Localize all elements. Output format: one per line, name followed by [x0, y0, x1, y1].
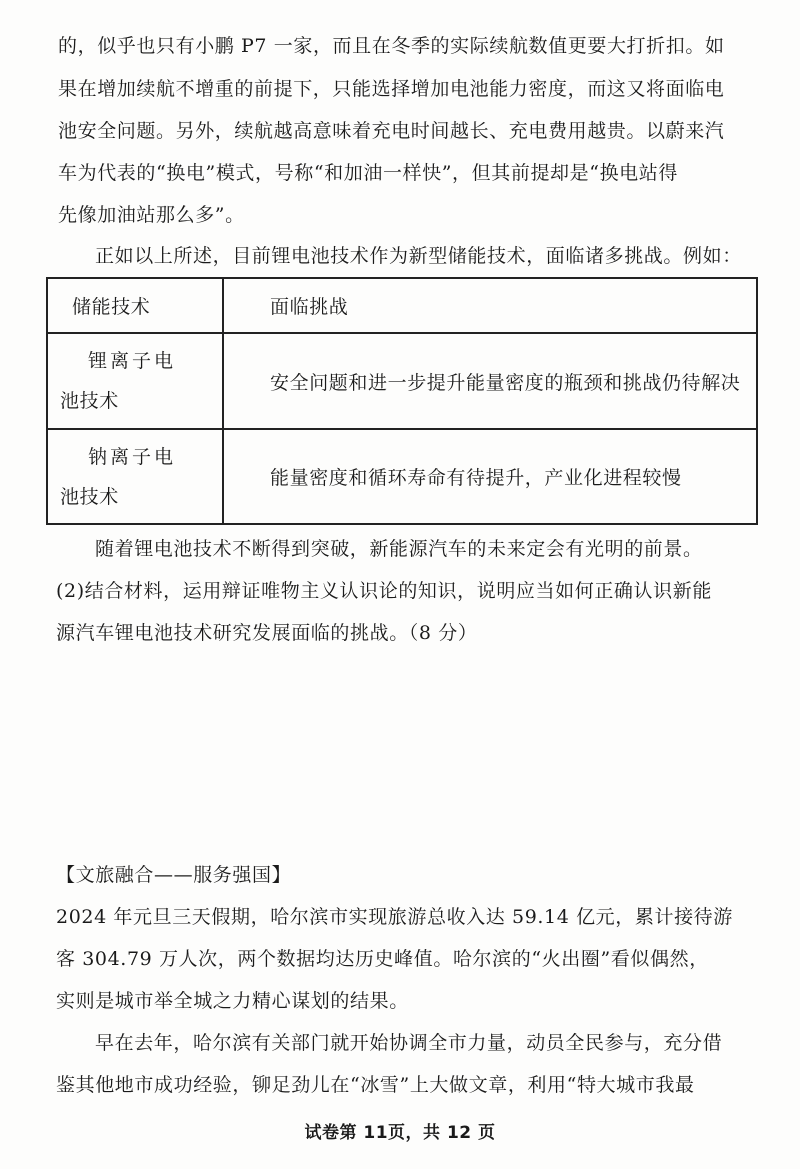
- section-paragraph-line: 早在去年，哈尔滨有关部门就开始协调全市力量，动员全民参与，充分借: [95, 1032, 723, 1054]
- section-paragraph-line: 2024 年元旦三天假期，哈尔滨市实现旅游总收入达 59.14 亿元，累计接待游: [56, 906, 733, 928]
- question-line: 源汽车锂电池技术研究发展面临的挑战。（8 分）: [56, 622, 478, 644]
- section-paragraph-line: 实则是城市举全城之力精心谋划的结果。: [56, 990, 409, 1012]
- paragraph-line: 先像加油站那么多”。: [58, 204, 245, 226]
- paragraph-line: 池安全问题。另外，续航越高意味着充电时间越长、充电费用越贵。以蔚来汽: [58, 120, 725, 142]
- table-header-challenge: 面临挑战: [223, 278, 757, 333]
- tech-label-line2: 池技术: [60, 485, 119, 508]
- tech-label-line1: 锂离子电: [88, 350, 177, 372]
- table-cell-tech: [47, 429, 223, 524]
- paragraph-line: 的，似乎也只有小鹏 P7 一家，而且在冬季的实际续航数值更要大打折扣。如: [58, 35, 725, 57]
- table-cell-challenge: 能量密度和循环寿命有待提升，产业化进程较慢: [223, 429, 757, 524]
- section-title: 【文旅融合——服务强国】: [56, 864, 292, 886]
- tech-label-line1: 钠离子电: [88, 445, 177, 468]
- paragraph-line: 果在增加续航不增重的前提下，只能选择增加电池能力密度，而这又将面临电: [58, 78, 725, 100]
- page-footer: 试卷第 11页，共 12 页: [304, 1123, 496, 1143]
- intro-line: 正如以上所述，目前锂电池技术作为新型储能技术，面临诸多挑战。例如：: [95, 245, 742, 267]
- table-cell-tech: [47, 333, 223, 429]
- tech-label-line2: 池技术: [60, 390, 119, 412]
- paragraph-line: 车为代表的“换电”模式，号称“和加油一样快”，但其前提却是“换电站得: [58, 162, 678, 184]
- table-header-row: [47, 278, 757, 333]
- challenges-table: [46, 277, 758, 525]
- section-paragraph-line: 客 304.79 万人次，两个数据均达历史峰值。哈尔滨的“火出圈”看似偶然，: [56, 948, 709, 970]
- section-paragraph-line: 鉴其他地市成功经验，铆足劲儿在“冰雪”上大做文章，利用“特大城市我最: [56, 1074, 695, 1096]
- table-row: [47, 429, 757, 524]
- table-cell-challenge: 安全问题和进一步提升能量密度的瓶颈和挑战仍待解决: [223, 333, 757, 429]
- table-row: [47, 333, 757, 429]
- table-header-tech: 储能技术: [47, 278, 223, 333]
- closing-line: 随着锂电池技术不断得到突破，新能源汽车的未来定会有光明的前景。: [95, 538, 703, 560]
- question-line: (2)结合材料，运用辩证唯物主义认识论的知识，说明应当如何正确认识新能: [56, 580, 712, 602]
